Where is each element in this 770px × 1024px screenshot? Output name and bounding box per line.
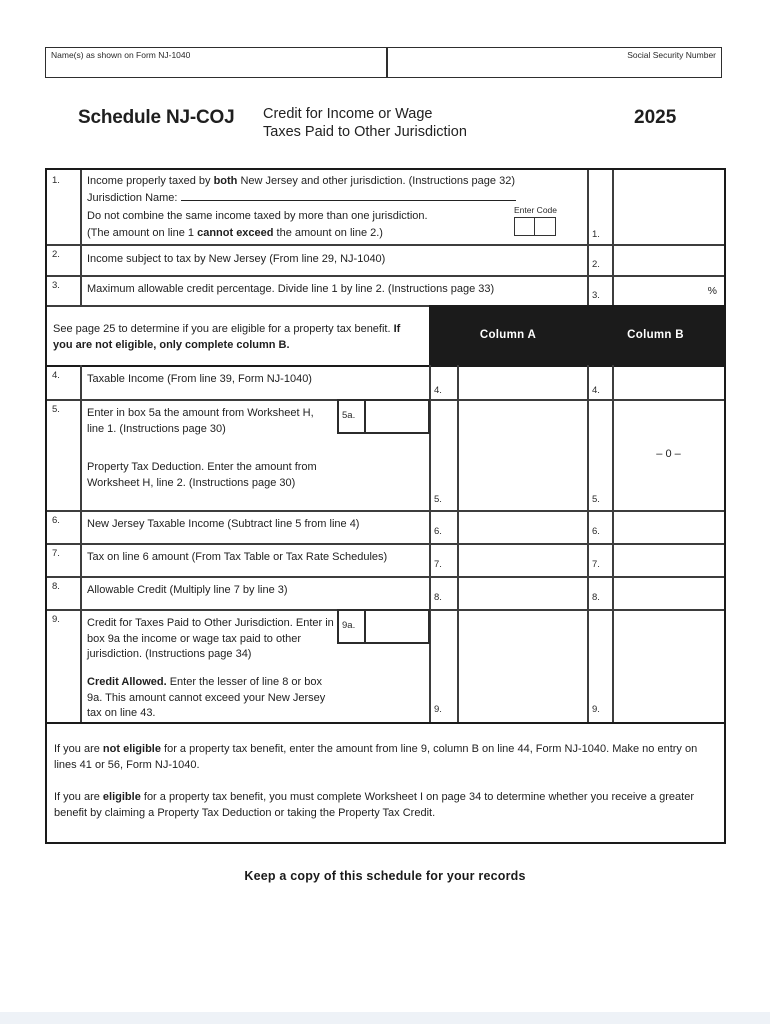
footnote1-post: for a property tax benefit, enter the amount from line 9, column B on line 44, Form NJ-1040. Make no entry on lines 41 or 56, Form NJ-1040. bbox=[54, 743, 698, 771]
line3-number: 3. bbox=[52, 280, 60, 291]
box-9a bbox=[337, 609, 430, 644]
line4-cola-amount[interactable] bbox=[458, 366, 586, 398]
line7-number: 7. bbox=[52, 548, 60, 559]
eligibility-note-bold: If you are not eligible, only complete column B. bbox=[53, 323, 401, 351]
line8-cola-label: 8. bbox=[434, 592, 442, 603]
line1-note2 bbox=[87, 226, 487, 242]
bottom-strip bbox=[0, 1012, 770, 1024]
footnotes bbox=[54, 741, 712, 821]
line2-text: Income subject to tax by New Jersey (From line 29, NJ-1040) bbox=[87, 253, 386, 265]
box-5a-label: 5a. bbox=[342, 410, 356, 421]
line6-cola-amount[interactable] bbox=[458, 511, 586, 542]
line3-amount-label: 3. bbox=[592, 290, 600, 301]
footnote-not-eligible bbox=[54, 741, 712, 773]
line7-cola-amount[interactable] bbox=[458, 544, 586, 575]
form-subtitle bbox=[263, 105, 467, 141]
column-a-header: Column A bbox=[479, 329, 537, 341]
line1-note2-bold: cannot exceed bbox=[197, 227, 274, 239]
line1-number: 1. bbox=[52, 175, 60, 186]
line1-text-pre: Income properly taxed by bbox=[87, 175, 214, 187]
line8-colb-label: 8. bbox=[592, 592, 600, 603]
line1-note2-post: the amount on line 2.) bbox=[273, 227, 383, 239]
line8-text: Allowable Credit (Multiply line 7 by line 3) bbox=[87, 584, 288, 596]
enter-code-label: Enter Code bbox=[514, 205, 557, 215]
ssn-field-label: Social Security Number bbox=[627, 50, 716, 60]
line1-text-post: New Jersey and other jurisdiction. (Instructions page 32) bbox=[237, 175, 515, 187]
line9-cola-label: 9. bbox=[434, 704, 442, 715]
line7-colb-amount[interactable] bbox=[613, 544, 723, 575]
line5-text1: Enter in box 5a the amount from Worksheet H, line 1. (Instructions page 30) bbox=[87, 407, 314, 435]
line6-cola-label: 6. bbox=[434, 526, 442, 537]
line6-text: New Jersey Taxable Income (Subtract line 5 from line 4) bbox=[87, 518, 360, 530]
box-5a-input[interactable] bbox=[366, 401, 428, 432]
footnote2-pre: If you are bbox=[54, 791, 103, 803]
line1-note2-pre: (The amount on line 1 bbox=[87, 227, 198, 239]
line4-colb-label: 4. bbox=[592, 385, 600, 396]
line4-text: Taxable Income (From line 39, Form NJ-1040) bbox=[87, 373, 312, 385]
footer-note: Keep a copy of this schedule for your records bbox=[244, 869, 526, 883]
line3-text: Maximum allowable credit percentage. Divide line 1 by line 2. (Instructions page 33) bbox=[87, 283, 495, 295]
line3-colb-amount[interactable] bbox=[613, 277, 723, 304]
grid-line bbox=[80, 170, 82, 305]
line8-number: 8. bbox=[52, 581, 60, 592]
line9-colb-amount[interactable] bbox=[613, 610, 723, 721]
line9-text2-bold: Credit Allowed. bbox=[87, 676, 167, 688]
line9-text2-rest: Enter the lesser of line 8 or box 9a. This amount cannot exceed your New Jersey tax on line 43. bbox=[87, 676, 326, 719]
jurisdiction-name-input[interactable] bbox=[181, 189, 516, 201]
line9-colb-label: 9. bbox=[592, 704, 600, 715]
name-field-label: Name(s) as shown on Form NJ-1040 bbox=[51, 50, 191, 60]
line4-number: 4. bbox=[52, 370, 60, 381]
line9-text2 bbox=[87, 675, 327, 722]
box-9a-input[interactable] bbox=[366, 611, 428, 642]
line5-cola-label: 5. bbox=[434, 494, 442, 505]
enter-code-boxes bbox=[514, 217, 556, 236]
eligibility-note bbox=[53, 321, 403, 353]
line7-cola-label: 7. bbox=[434, 559, 442, 570]
tax-year: 2025 bbox=[634, 107, 677, 128]
line1-text bbox=[87, 174, 592, 190]
line1-amount-label: 1. bbox=[592, 229, 600, 240]
enter-code-box-1[interactable] bbox=[514, 217, 536, 236]
column-b-header: Column B bbox=[627, 329, 684, 341]
line5-cola-amount[interactable] bbox=[458, 400, 586, 509]
box-5a bbox=[337, 399, 430, 434]
line4-cola-label: 4. bbox=[434, 385, 442, 396]
grid-line bbox=[80, 365, 82, 722]
line2-amount-label: 2. bbox=[592, 259, 600, 270]
name-input[interactable] bbox=[46, 48, 386, 77]
line5-colb-value: – 0 – bbox=[656, 448, 681, 460]
footnote2-bold: eligible bbox=[102, 791, 141, 803]
line7-colb-label: 7. bbox=[592, 559, 600, 570]
grid-line bbox=[587, 365, 589, 722]
line6-number: 6. bbox=[52, 515, 60, 526]
footnote2-post: for a property tax benefit, you must complete Worksheet I on page 34 to determine whether you receive a greater benefit by claiming a Property Tax Deduction or taking the Property Tax Credit. bbox=[54, 791, 694, 819]
grid-line bbox=[587, 170, 589, 305]
eligibility-note-pre: See page 25 to determine if you are eligible for a property tax benefit. bbox=[53, 323, 394, 335]
form-table bbox=[45, 168, 726, 844]
footnote-eligible bbox=[54, 789, 712, 821]
line6-colb-amount[interactable] bbox=[613, 511, 723, 542]
subtitle-line2: Taxes Paid to Other Jurisdiction bbox=[263, 124, 467, 140]
line2-number: 2. bbox=[52, 249, 60, 260]
form-title: Schedule NJ-COJ bbox=[78, 107, 235, 128]
line9-text1: Credit for Taxes Paid to Other Jurisdiction. Enter in box 9a the income or wage tax paid to other jurisdiction. (Instructions page 34) bbox=[87, 617, 334, 660]
line4-colb-amount[interactable] bbox=[613, 366, 723, 398]
line8-cola-amount[interactable] bbox=[458, 577, 586, 608]
line9-cola-amount[interactable] bbox=[458, 610, 586, 721]
footnote1-bold: not eligible bbox=[102, 743, 161, 755]
line9-number: 9. bbox=[52, 614, 60, 625]
grid-line bbox=[47, 722, 724, 724]
line5-number: 5. bbox=[52, 404, 60, 415]
line1-note1: Do not combine the same income taxed by more than one jurisdiction. bbox=[87, 210, 428, 222]
line6-colb-label: 6. bbox=[592, 526, 600, 537]
line5-text2: Property Tax Deduction. Enter the amount from Worksheet H, line 2. (Instructions page 30) bbox=[87, 461, 317, 489]
ssn-input[interactable] bbox=[386, 48, 721, 77]
line2-colb-amount[interactable] bbox=[613, 246, 723, 274]
line1-text-bold: both bbox=[213, 175, 238, 187]
line5-colb-label: 5. bbox=[592, 494, 600, 505]
line7-text: Tax on line 6 amount (From Tax Table or Tax Rate Schedules) bbox=[87, 551, 388, 563]
enter-code-box-2[interactable] bbox=[534, 217, 556, 236]
subtitle-line1: Credit for Income or Wage bbox=[263, 106, 433, 122]
footnote1-pre: If you are bbox=[54, 743, 103, 755]
jurisdiction-label: Jurisdiction Name: bbox=[87, 192, 178, 204]
name-ssn-box bbox=[45, 47, 722, 78]
line8-colb-amount[interactable] bbox=[613, 577, 723, 608]
box-9a-label: 9a. bbox=[342, 620, 356, 631]
jurisdiction-row bbox=[87, 189, 516, 207]
line1-colb-amount[interactable] bbox=[613, 172, 723, 243]
percent-sign: % bbox=[707, 284, 717, 297]
